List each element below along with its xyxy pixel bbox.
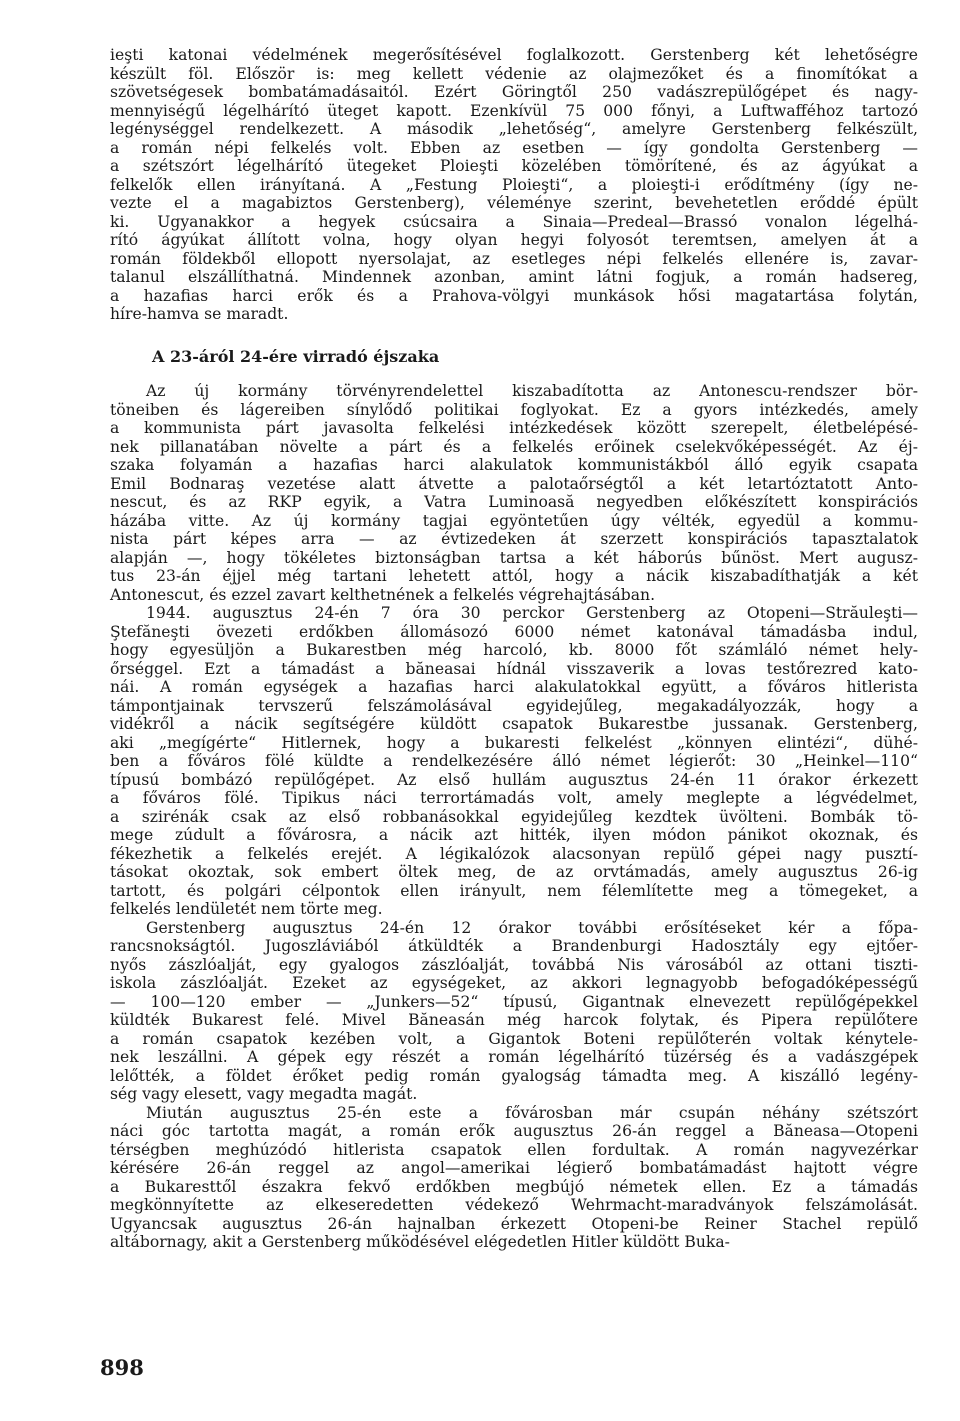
text-line: rító ágyúkat állított volna, hogy olyan hegyi folyosót teremtsen, amelyen át a: [110, 231, 918, 249]
section-heading: A 23-áról 24-ére virradó éjszaka: [152, 346, 440, 366]
text-line: vezte el a magabiztos Gerstenberg), véleménye szerint, bevehetetlen erőddé épült: [110, 194, 918, 212]
text-line: ség vagy elesett, vagy megadta magát.: [110, 1085, 418, 1103]
text-line: nyős zászlóalját, egy gyalogos zászlóalját, továbbá Nis városából az ottani tiszti-: [110, 955, 918, 974]
text-line: nek leszállni. A gépek egy részét a román légelhárító tüzérség és a vadászgépek: [110, 1048, 918, 1066]
text-line: vidékről a nácik segítségére küldött csapatok Bukarestbe jussanak. Gerstenberg,: [110, 715, 918, 733]
page-number: 898: [100, 1355, 144, 1380]
text-line: nista párt képes arra — az évtizedeken át szerzett konspirációs tapasztalatok: [110, 530, 918, 548]
text-line: ieşti katonai védelmének megerősítésével foglalkozott. Gerstenberg két lehetőségre: [110, 46, 918, 64]
text-line: típusú bombázó repülőgépet. Az első hullám augusztus 24-én 11 órakor érkezett: [110, 770, 918, 789]
text-line: házába vitte. Az új kormány tagjai egyöntetűen úgy vélték, egyedül a kommu-: [110, 511, 918, 530]
text-line: — 100—120 ember — „Junkers—52“ típusú, Gigantnak elnevezett repülőgépekkel: [110, 992, 918, 1011]
text-line: a hazafias harci erők és a Prahova-völgyi munkások hősi magatartása folytán,: [110, 286, 918, 305]
text-line: küldték Bukarest felé. Mivel Băneasán még harcok folytak, és Pipera repülőtere: [110, 1011, 918, 1029]
text-line: szaka folyamán a hazafias harci alakulatok kommunistákból álló egyik csapata: [110, 456, 918, 474]
text-line: altábornagy, akit a Gerstenberg működésével elégedetlen Hitler küldött Buka-: [110, 1233, 730, 1251]
text-line: talanul elszállíthatná. Mindennek azonban, amint látni fogjuk, a román hadsereg,: [110, 268, 918, 286]
text-line: a kommunista párt javasolta felkelési intézkedések között szerepelt, életbelépésé-: [110, 419, 918, 437]
text-line: készült föl. Először is: meg kellett védenie az olajmezőket és a finomítókat a: [110, 64, 918, 83]
text-line: kérésére 26-án reggel az angol—amerikai légierő bombatámadást hajtott végre: [110, 1159, 918, 1177]
text-line: lelőtték, a földet érőket pedig román gyalogság támadta meg. A kiszálló legény-: [110, 1066, 918, 1085]
document-page: [110, 46, 918, 1252]
text-line: Emil Bodnaraş vezetése alatt átvette a palotaőrségtől a két letartóztatott Anto-: [110, 474, 918, 493]
text-line: tus 23-án éjjel még tartani lehetett attól, hogy a nácik kiszabadíthatják a két: [110, 567, 918, 585]
text-line: román földekből ellopott nyersolajat, az esetleges népi felkelés ellenére is, zavar-: [110, 249, 918, 268]
text-line: Ugyancsak augusztus 26-án hajnalban érkezett Otopeni-be Reiner Stachel repülő: [110, 1214, 918, 1233]
text-line: Az új kormány törvényrendelettel kiszabadította az Antonescu-rendszer bör-: [146, 382, 918, 400]
text-line: a főváros fölé. Tipikus náci terrortámadás volt, amely meglepte a légvédelmet,: [110, 789, 918, 807]
text-line: a szétszórt légelhárító ütegeket Ploieşti közelében tömörítené, és az ágyúkat a: [110, 157, 918, 175]
text-line: aki „megígérte“ Hitlernek, hogy a bukaresti felkelést „könnyen elintézi“, dühé-: [110, 733, 918, 752]
text-line: szövetségesek bombatámadásaitól. Ezért Göringtől 250 vadászrepülőgépet és nagy-: [110, 83, 918, 101]
text-line: tásokat okoztak, sok embert öltek meg, de az orvtámadás, amely augusztus 26-ig: [110, 863, 918, 881]
paragraph-3: [110, 604, 918, 919]
text-line: alapján —, hogy tökéletes biztonságban tartsa a két háborús bűnöst. Mert augusz-: [110, 548, 918, 567]
text-line: Antonescut, és ezzel zavart kelthetnének a felkelés végrehajtásában.: [110, 585, 656, 604]
text-line: a román népi felkelés volt. Ebben az esetben — így gondolta Gerstenberg —: [110, 138, 918, 157]
paragraph-4: [110, 919, 918, 1104]
text-line: tartott, és polgári célpontok ellen irányult, nem félemlítette meg a tömegeket, a: [110, 881, 918, 900]
text-line: felkelők ellen irányítaná. A „Festung Ploieşti“, a ploieşti-i erődítmény (így ne-: [110, 175, 918, 194]
text-line: támpontjainak tervszerű felszámolásával egyidejűleg, megakadályozzák, hogy a: [110, 696, 918, 715]
text-line: térségben meghúzódó hitlerista csapatok ellen fordultak. A román nagyvezérkar: [110, 1140, 918, 1159]
text-line: ki. Ugyanakkor a hegyek csúcsaira a Sinaia—Predeal—Brassó vonalon légelhá-: [110, 212, 918, 231]
text-line: nescut, és az RKP egyik, a Vatra Luminoasă negyedben előkészített konspirációs: [110, 493, 918, 511]
text-line: Gerstenberg augusztus 24-én 12 órakor további erősítéseket kér a főpa-: [146, 918, 918, 937]
text-line: hogy egyesüljön a Bukarestben még harcoló, kb. 8000 főt számláló német hely-: [110, 641, 918, 659]
text-line: rancsnokságtól. Jugoszláviából átküldték a Brandenburgi Hadosztály egy ejtőer-: [110, 937, 918, 955]
text-line: nek pillanatában növelte a párt és a felkelés erőinek cselekvőképességét. Az éj-: [110, 437, 918, 456]
text-line: ben a főváros fölé küldte a rendelkezésére álló német légierőt: 30 „Heinkel—110“: [110, 752, 918, 770]
text-line: mege zúdult a fővárosra, a nácik azt hitték, ilyen módon pánikot okoznak, és: [110, 826, 918, 844]
text-line: iskola zászlóalját. Ezeket az egységeket, az akkori legnagyobb befogadóképességű: [110, 974, 918, 992]
text-line: fékezhetik a felkelés erejét. A légikalózok alacsonyan repülő gépei nagy pusztí-: [110, 844, 918, 863]
text-line: 1944. augusztus 24-én 7 óra 30 perckor Gerstenberg az Otopeni—Străuleşti—: [146, 604, 918, 622]
text-line: Ştefăneşti övezeti erdőkben állomásozó 6000 német katonával támadásba indul,: [110, 622, 918, 641]
paragraph-2: [110, 382, 918, 604]
text-line: legénységgel rendelkezett. A második „lehetőség“, amelyre Gerstenberg felkészült,: [110, 120, 918, 138]
paragraph-1: [110, 46, 918, 324]
text-line: a Bukaresttől északra fekvő erdőkben megbújó németek ellen. Ez a támadás: [110, 1177, 918, 1196]
text-line: megkönnyítette az elkeseredetten védekező Wehrmacht-maradványok felszámolását.: [110, 1196, 918, 1214]
paragraph-5: [110, 1104, 918, 1252]
text-line: a szirénák csak az első robbanásokkal egyidejűleg kezdtek üvölteni. Bombák tö-: [110, 807, 918, 826]
text-line: töneiben és lágereiben sínylődő politikai foglyokat. Ez a gyors intézkedés, amely: [110, 400, 918, 419]
text-line: felkelés lendületét nem törte meg.: [110, 900, 383, 918]
text-line: mennyiségű légelhárító üteget kapott. Ezenkívül 75 000 főnyi, a Luftwafféhoz tartozó: [110, 101, 918, 120]
text-line: híre-hamva se maradt.: [110, 305, 289, 323]
text-line: nái. A román egységek a hazafias harci alakulatokkal együtt, a főváros hitlerista: [110, 678, 918, 696]
text-line: a román csapatok kezében volt, a Gigantok Boteni repülőterén voltak kénytele-: [110, 1029, 918, 1048]
text-line: Miután augusztus 25-én este a fővárosban már csupán néhány szétszórt: [146, 1103, 918, 1122]
text-line: náci góc tartotta magát, a román erők augusztus 26-án reggel a Băneasa—Otopeni: [110, 1122, 918, 1140]
text-line: őrséggel. Ezt a támadást a băneasai hídnál visszaverik a lovas testőrezred kato-: [110, 659, 918, 678]
